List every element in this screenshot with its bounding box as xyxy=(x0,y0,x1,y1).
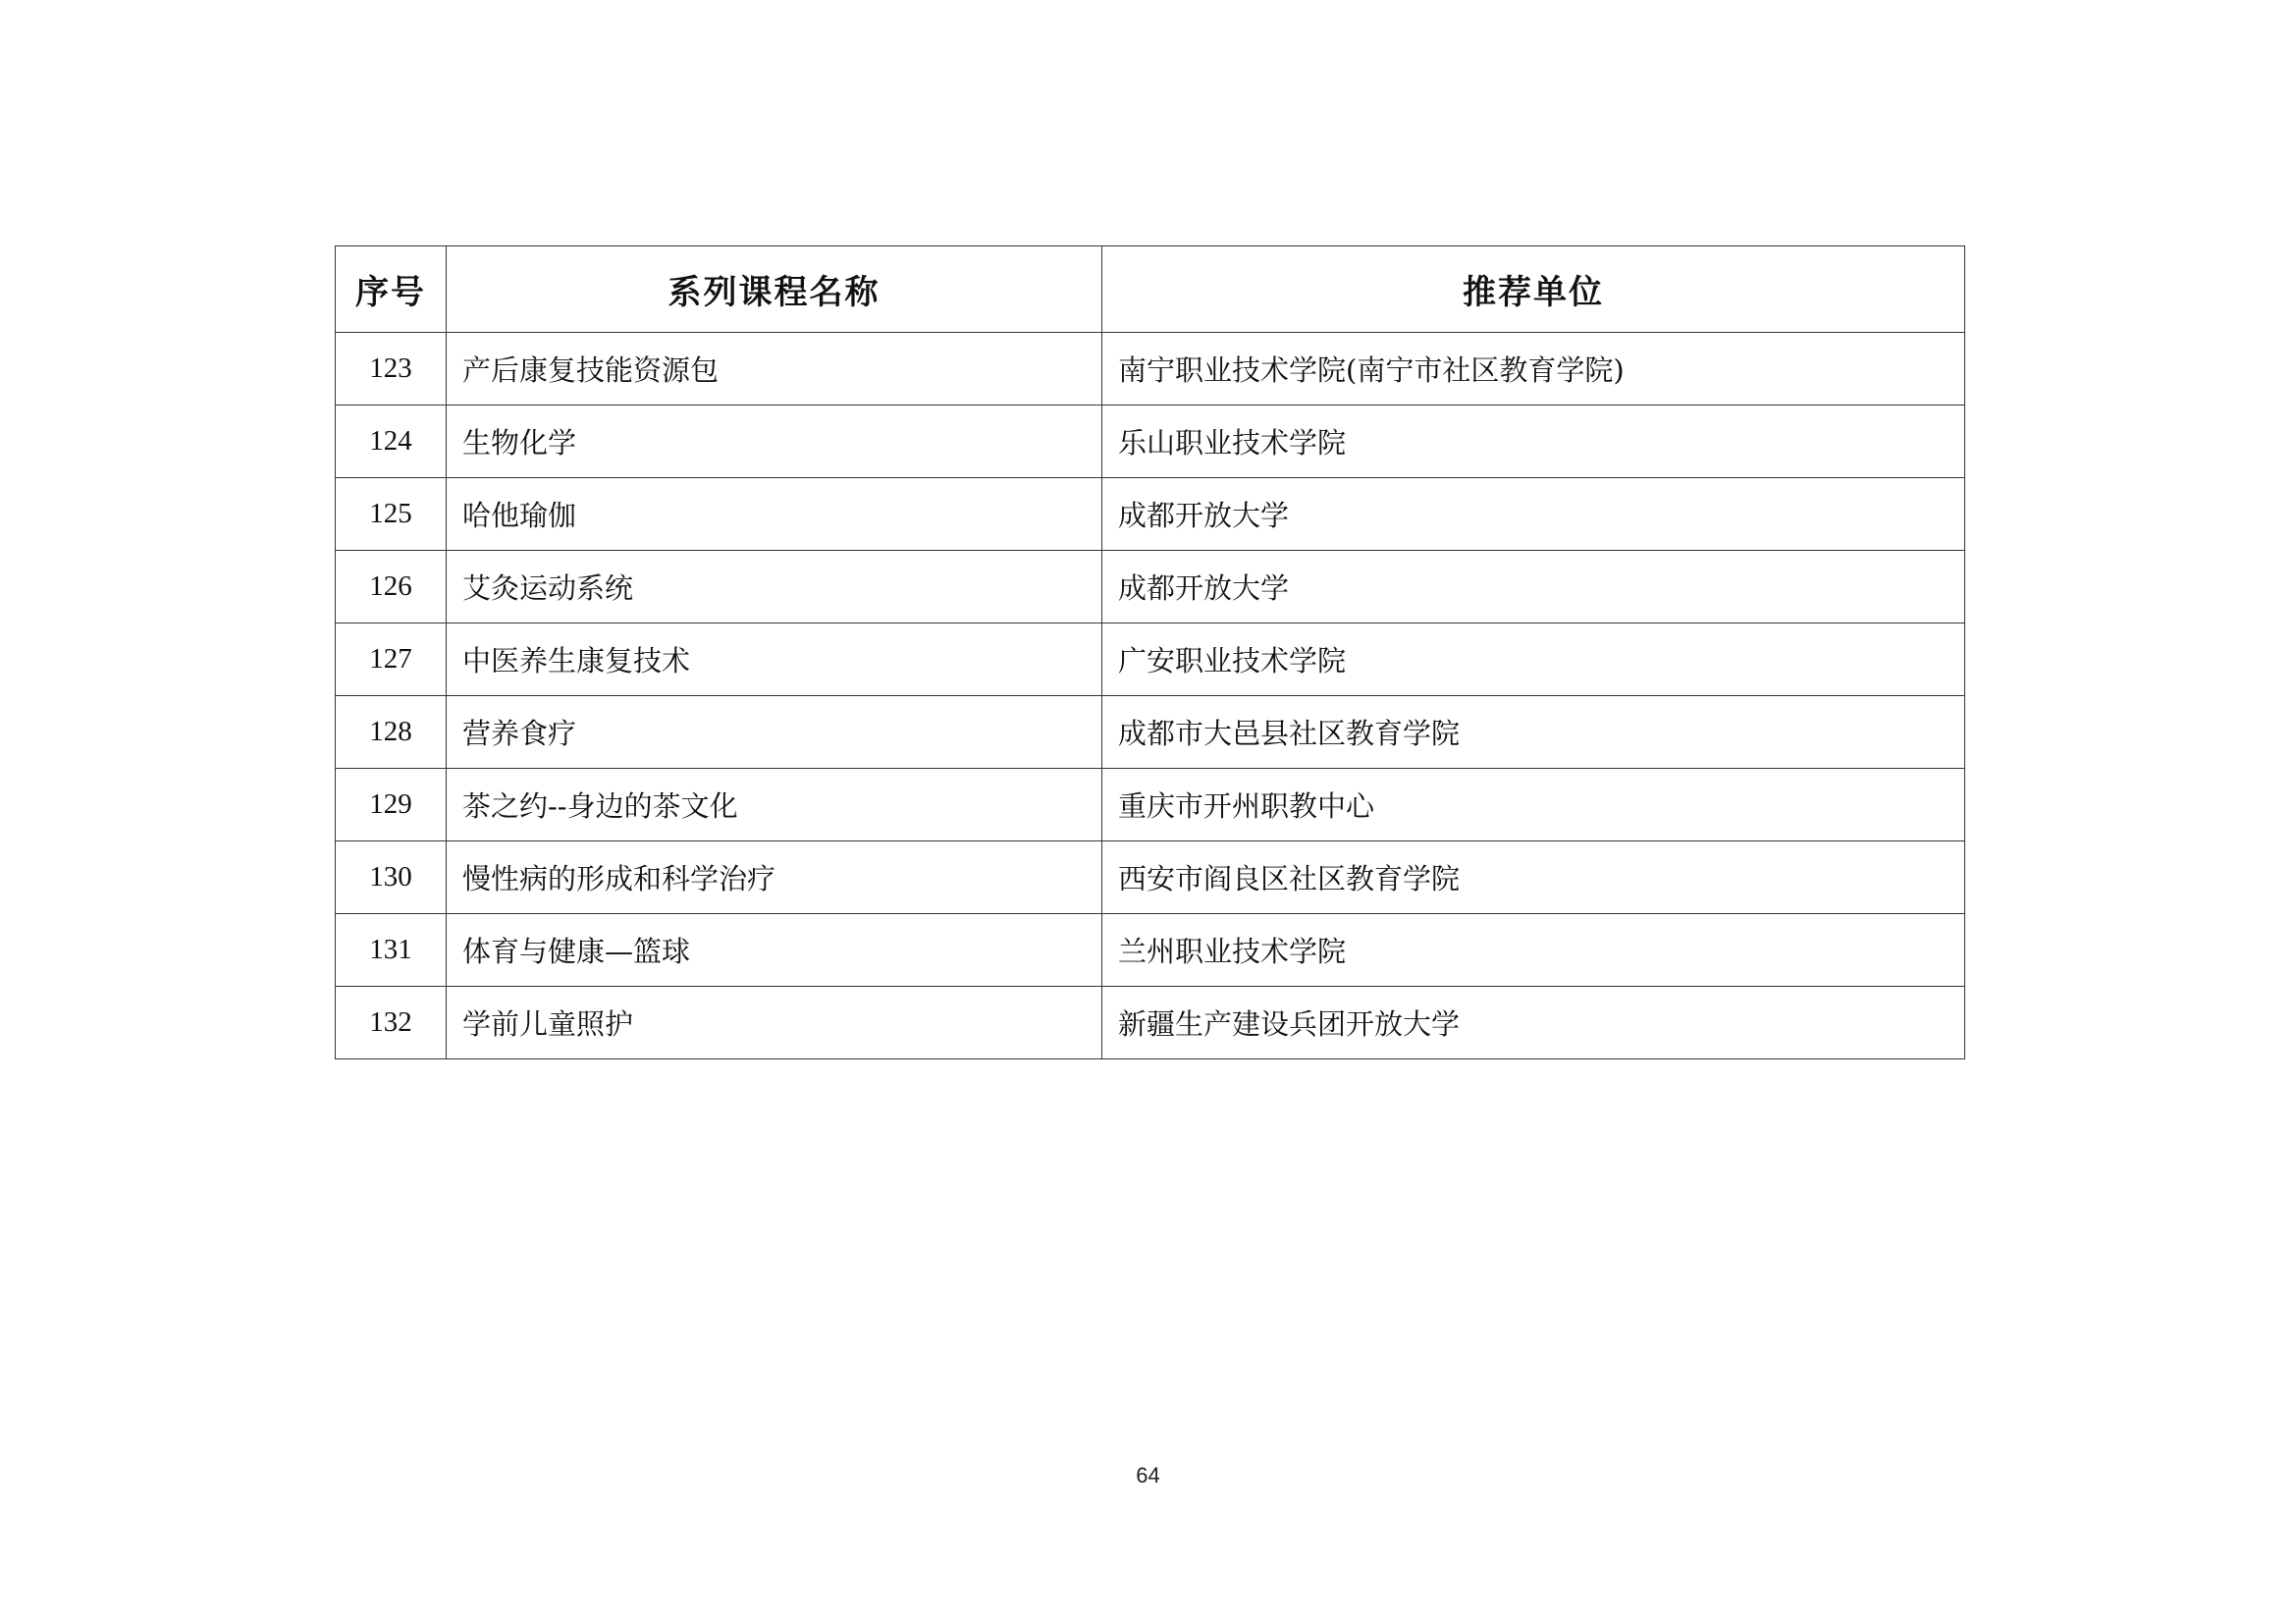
serial-number-cell: 126 xyxy=(336,551,447,623)
table-row xyxy=(336,333,1965,406)
table-row xyxy=(336,987,1965,1059)
table-row xyxy=(336,696,1965,769)
course-name-cell: 艾灸运动系统 xyxy=(447,551,1102,623)
header-course-name: 系列课程名称 xyxy=(447,246,1102,333)
course-name-cell: 产后康复技能资源包 xyxy=(447,333,1102,406)
table-row xyxy=(336,769,1965,841)
serial-number-cell: 132 xyxy=(336,987,447,1059)
serial-number-cell: 123 xyxy=(336,333,447,406)
serial-number-cell: 128 xyxy=(336,696,447,769)
course-name-cell: 哈他瑜伽 xyxy=(447,478,1102,551)
serial-number-cell: 124 xyxy=(336,406,447,478)
recommending-unit-cell: 新疆生产建设兵团开放大学 xyxy=(1102,987,1965,1059)
table-row xyxy=(336,841,1965,914)
table-body xyxy=(336,333,1965,1059)
header-row xyxy=(336,246,1965,333)
recommending-unit-cell: 成都开放大学 xyxy=(1102,478,1965,551)
recommending-unit-cell: 广安职业技术学院 xyxy=(1102,623,1965,696)
table-row xyxy=(336,478,1965,551)
course-name-cell: 体育与健康—篮球 xyxy=(447,914,1102,987)
recommending-unit-cell: 西安市阎良区社区教育学院 xyxy=(1102,841,1965,914)
table-header xyxy=(336,246,1965,333)
table-row xyxy=(336,623,1965,696)
course-name-cell: 营养食疗 xyxy=(447,696,1102,769)
course-name-cell: 中医养生康复技术 xyxy=(447,623,1102,696)
course-name-cell: 生物化学 xyxy=(447,406,1102,478)
recommending-unit-cell: 重庆市开州职教中心 xyxy=(1102,769,1965,841)
serial-number-cell: 131 xyxy=(336,914,447,987)
header-serial-number: 序号 xyxy=(336,246,447,333)
header-recommending-unit: 推荐单位 xyxy=(1102,246,1965,333)
course-name-cell: 茶之约--身边的茶文化 xyxy=(447,769,1102,841)
recommending-unit-cell: 南宁职业技术学院(南宁市社区教育学院) xyxy=(1102,333,1965,406)
serial-number-cell: 130 xyxy=(336,841,447,914)
course-table xyxy=(335,245,1965,1059)
serial-number-cell: 125 xyxy=(336,478,447,551)
table-row xyxy=(336,406,1965,478)
serial-number-cell: 127 xyxy=(336,623,447,696)
page-number: 64 xyxy=(1136,1463,1160,1488)
recommending-unit-cell: 乐山职业技术学院 xyxy=(1102,406,1965,478)
recommending-unit-cell: 兰州职业技术学院 xyxy=(1102,914,1965,987)
course-name-cell: 慢性病的形成和科学治疗 xyxy=(447,841,1102,914)
course-name-cell: 学前儿童照护 xyxy=(447,987,1102,1059)
table-row xyxy=(336,551,1965,623)
serial-number-cell: 129 xyxy=(336,769,447,841)
recommending-unit-cell: 成都开放大学 xyxy=(1102,551,1965,623)
recommending-unit-cell: 成都市大邑县社区教育学院 xyxy=(1102,696,1965,769)
table-row xyxy=(336,914,1965,987)
